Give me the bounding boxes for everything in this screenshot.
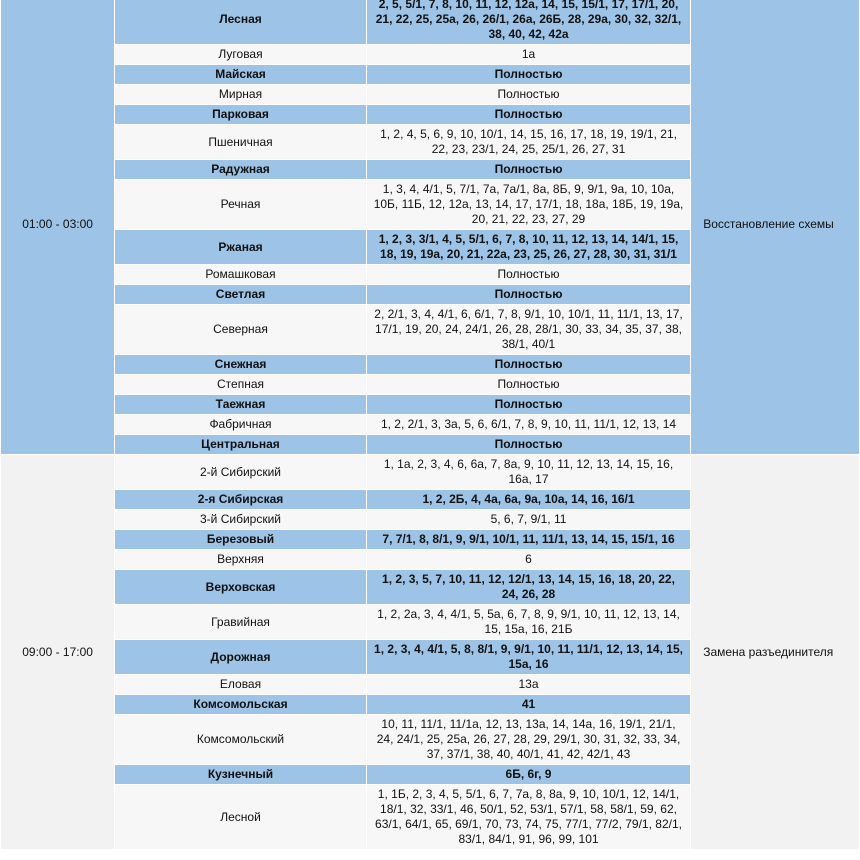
house-numbers: 1, 2, 3, 4, 4/1, 5, 8, 8/1, 9, 9/1, 10, 11, 11/1, 12, 13, 14, 15, 15а, 16 [366,640,690,675]
street-name: Верхняя [115,550,367,570]
street-name: Дорожная [115,640,367,675]
street-name: Ржаная [115,230,367,265]
house-numbers: 1а [366,45,690,65]
house-numbers: 6Б, 6г, 9 [366,765,690,785]
street-name: Пшеничная [115,125,367,160]
house-numbers: 1, 2, 4, 5, 6, 9, 10, 10/1, 14, 15, 16, 17, 18, 19, 19/1, 21, 22, 23, 23/1, 24, 25, 25/1, 26, 27, 31 [366,125,690,160]
house-numbers: Полностью [366,355,690,375]
house-numbers: 1, 1а, 2, 3, 4, 6, 6а, 7, 8а, 9, 10, 11, 12, 13, 14, 15, 16, 16а, 17 [366,455,690,490]
street-name: Степная [115,375,367,395]
street-name: Светлая [115,285,367,305]
street-name: Майская [115,65,367,85]
house-numbers: Полностью [366,85,690,105]
house-numbers: 13а [366,675,690,695]
house-numbers: Полностью [366,285,690,305]
house-numbers: 1, 2, 2а, 3, 4, 4/1, 5, 5а, 6, 7, 8, 9, 9/1, 10, 11, 12, 13, 14, 15, 15а, 16, 21Б [366,605,690,640]
street-name: Радужная [115,160,367,180]
house-numbers: 2, 5, 5/1, 7, 8, 10, 11, 12, 12а, 14, 15, 15/1, 17, 17/1, 20, 21, 22, 25, 25а, 26, 26/1, 26а, 26Б, 28, 29а, 30, 32, 32/1, 38, 40, 42, 42а [366,0,690,45]
street-name: 2-я Сибирская [115,490,367,510]
street-name: Комсомольский [115,715,367,765]
time-range: 09:00 - 17:00 [1,455,115,850]
house-numbers: 2, 2/1, 3, 4, 4/1, 6, 6/1, 7, 8, 9/1, 10, 10/1, 11, 11/1, 13, 17, 17/1, 19, 20, 24, 24/1, 26, 28, 28/1, 30, 33, 34, 35, 37, 38, 38/1, 40/1 [366,305,690,355]
street-name: Комсомольская [115,695,367,715]
street-name: Речная [115,180,367,230]
house-numbers: Полностью [366,395,690,415]
house-numbers: 7, 7/1, 8, 8/1, 9, 9/1, 10/1, 11, 11/1, 13, 14, 15, 15/1, 16 [366,530,690,550]
time-group-1 [1,0,860,455]
street-name: Центральная [115,435,367,455]
street-name: Лесной [115,785,367,850]
house-numbers: Полностью [366,65,690,85]
house-numbers: Полностью [366,265,690,285]
house-numbers: 6 [366,550,690,570]
street-name: Таежная [115,395,367,415]
street-name: Парковая [115,105,367,125]
street-name: Фабричная [115,415,367,435]
street-name: Северная [115,305,367,355]
table-row [1,0,860,45]
street-name: 3-й Сибирский [115,510,367,530]
house-numbers: 10, 11, 11/1, 11/1а, 12, 13, 13а, 14, 14а, 16, 19/1, 21/1, 24, 24/1, 25, 25а, 26, 27, 28, 29, 29/1, 30, 31, 32, 33, 34, 37, 37/1, 38, 40, 40/1, 41, 42, 42/1, 43 [366,715,690,765]
street-name: Кузнечный [115,765,367,785]
house-numbers: 1, 2, 3, 3/1, 4, 5, 5/1, 6, 7, 8, 10, 11, 12, 13, 14, 14/1, 15, 18, 19, 19а, 20, 21, 22а, 23, 25, 26, 27, 28, 30, 31, 31/1 [366,230,690,265]
house-numbers: 1, 1Б, 2, 3, 4, 5, 5/1, 6, 7, 7а, 8, 8а, 9, 10, 10/1, 12, 14/1, 18/1, 32, 33/1, 46, 50/1, 52, 53/1, 57/1, 58, 58/1, 59, 62, 63/1, 64/1, 65, 69/1, 70, 73, 74, 75, 77/1, 77/2, 79/1, 82/1, 83/1, 84/1, 91, 96, 99, 101 [366,785,690,850]
table-row [1,455,860,490]
street-name: 2-й Сибирский [115,455,367,490]
street-name: Снежная [115,355,367,375]
street-name: Луговая [115,45,367,65]
work-type: Замена разъединителя [691,455,860,850]
street-name: Верховская [115,570,367,605]
house-numbers: 41 [366,695,690,715]
house-numbers: 1, 3, 4, 4/1, 5, 7/1, 7а, 7а/1, 8а, 8Б, 9, 9/1, 9а, 10, 10а, 10Б, 11Б, 12, 12а, 13, 14, 17, 17/1, 18, 18а, 18Б, 19, 19а, 20, 21, 22, 23, 27, 29 [366,180,690,230]
house-numbers: Полностью [366,105,690,125]
street-name: Березовый [115,530,367,550]
house-numbers: 1, 2, 2/1, 3, 3а, 5, 6, 6/1, 7, 8, 9, 10, 11, 11/1, 12, 13, 14 [366,415,690,435]
house-numbers: 1, 2, 2Б, 4, 4а, 6а, 9а, 10а, 14, 16, 16/1 [366,490,690,510]
house-numbers: Полностью [366,160,690,180]
house-numbers: Полностью [366,375,690,395]
street-name: Гравийная [115,605,367,640]
work-type: Восстановление схемы [691,0,860,455]
street-name: Еловая [115,675,367,695]
time-group-2 [1,455,860,850]
house-numbers: 1, 2, 3, 5, 7, 10, 11, 12, 12/1, 13, 14, 15, 16, 18, 20, 22, 24, 26, 28 [366,570,690,605]
time-range: 01:00 - 03:00 [1,0,115,455]
house-numbers: Полностью [366,435,690,455]
street-name: Ромашковая [115,265,367,285]
street-name: Мирная [115,85,367,105]
street-name: Лесная [115,0,367,45]
house-numbers: 5, 6, 7, 9/1, 11 [366,510,690,530]
